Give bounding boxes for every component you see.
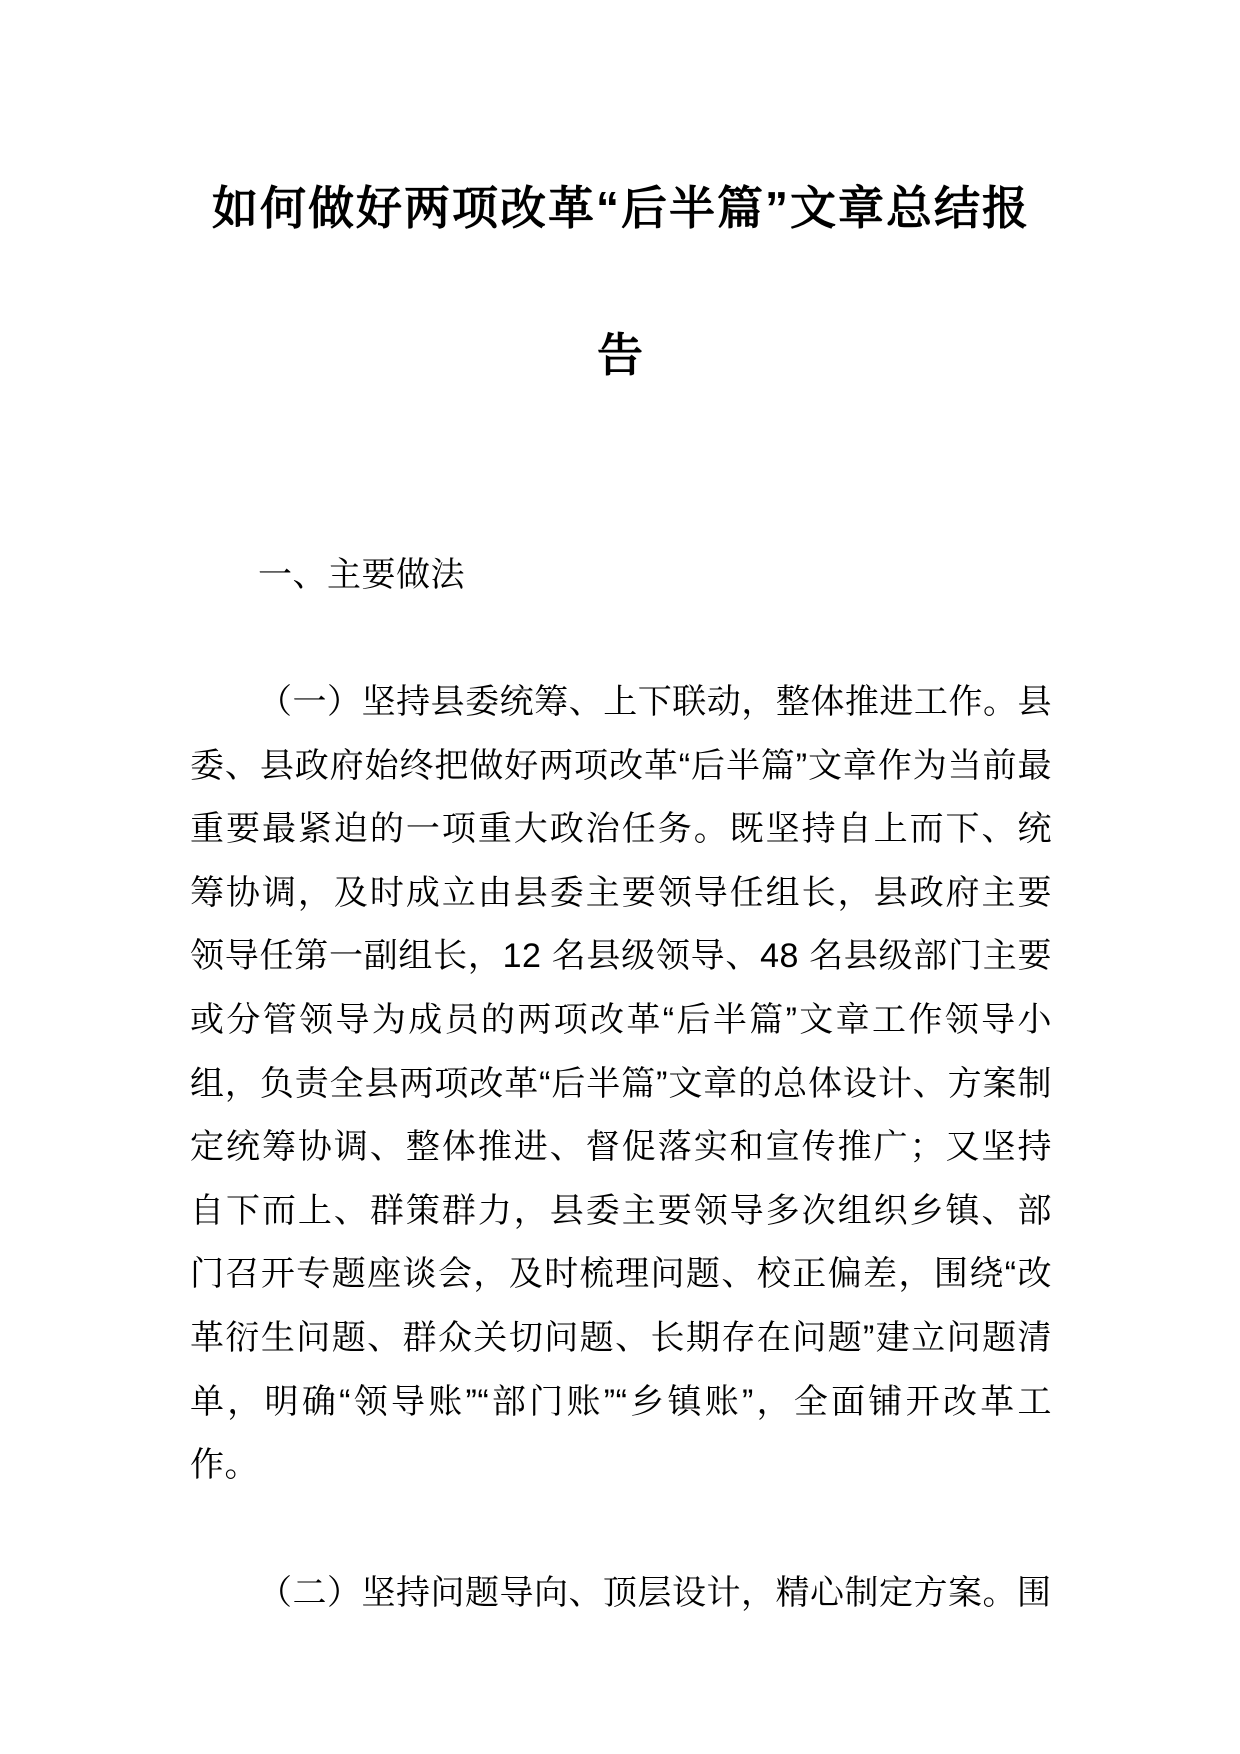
document-title-line-1: 如何做好两项改革“后半篇”文章总结报	[212, 182, 1030, 234]
document-title	[190, 135, 1052, 429]
document-content	[0, 135, 1240, 1625]
paragraph-1: （一）坚持县委统筹、上下联动，整体推进工作。县委、县政府始终把做好两项改革“后半篇”文章作为当前最重要最紧迫的一项重大政治任务。既坚持自上而下、统筹协调，及时成立由县委主要领导任组长，县政府主要领导任第一副组长，12 名县级领导、48 名县级部门主要或分管领导为成员的两项改革“后半篇”文章工作领导小组，负责全县两项改革“后半篇”文章的总体设计、方案制定统筹协调、整体推进、督促落实和宣传推广；又坚持自下而上、群策群力，县委主要领导多次组织乡镇、部门召开专题座谈会，及时梳理问题、校正偏差，围绕“改革衍生问题、群众关切问题、长期存在问题”建立问题清单，明确“领导账”“部门账”“乡镇账”，全面铺开改革工作。	[190, 683, 1052, 1485]
section-heading-main-practices: 一、主要做法	[258, 556, 465, 594]
document-title-line-2: 告	[597, 329, 645, 381]
paragraph-2: （二）坚持问题导向、顶层设计，精心制定方案。围	[258, 1573, 1052, 1612]
